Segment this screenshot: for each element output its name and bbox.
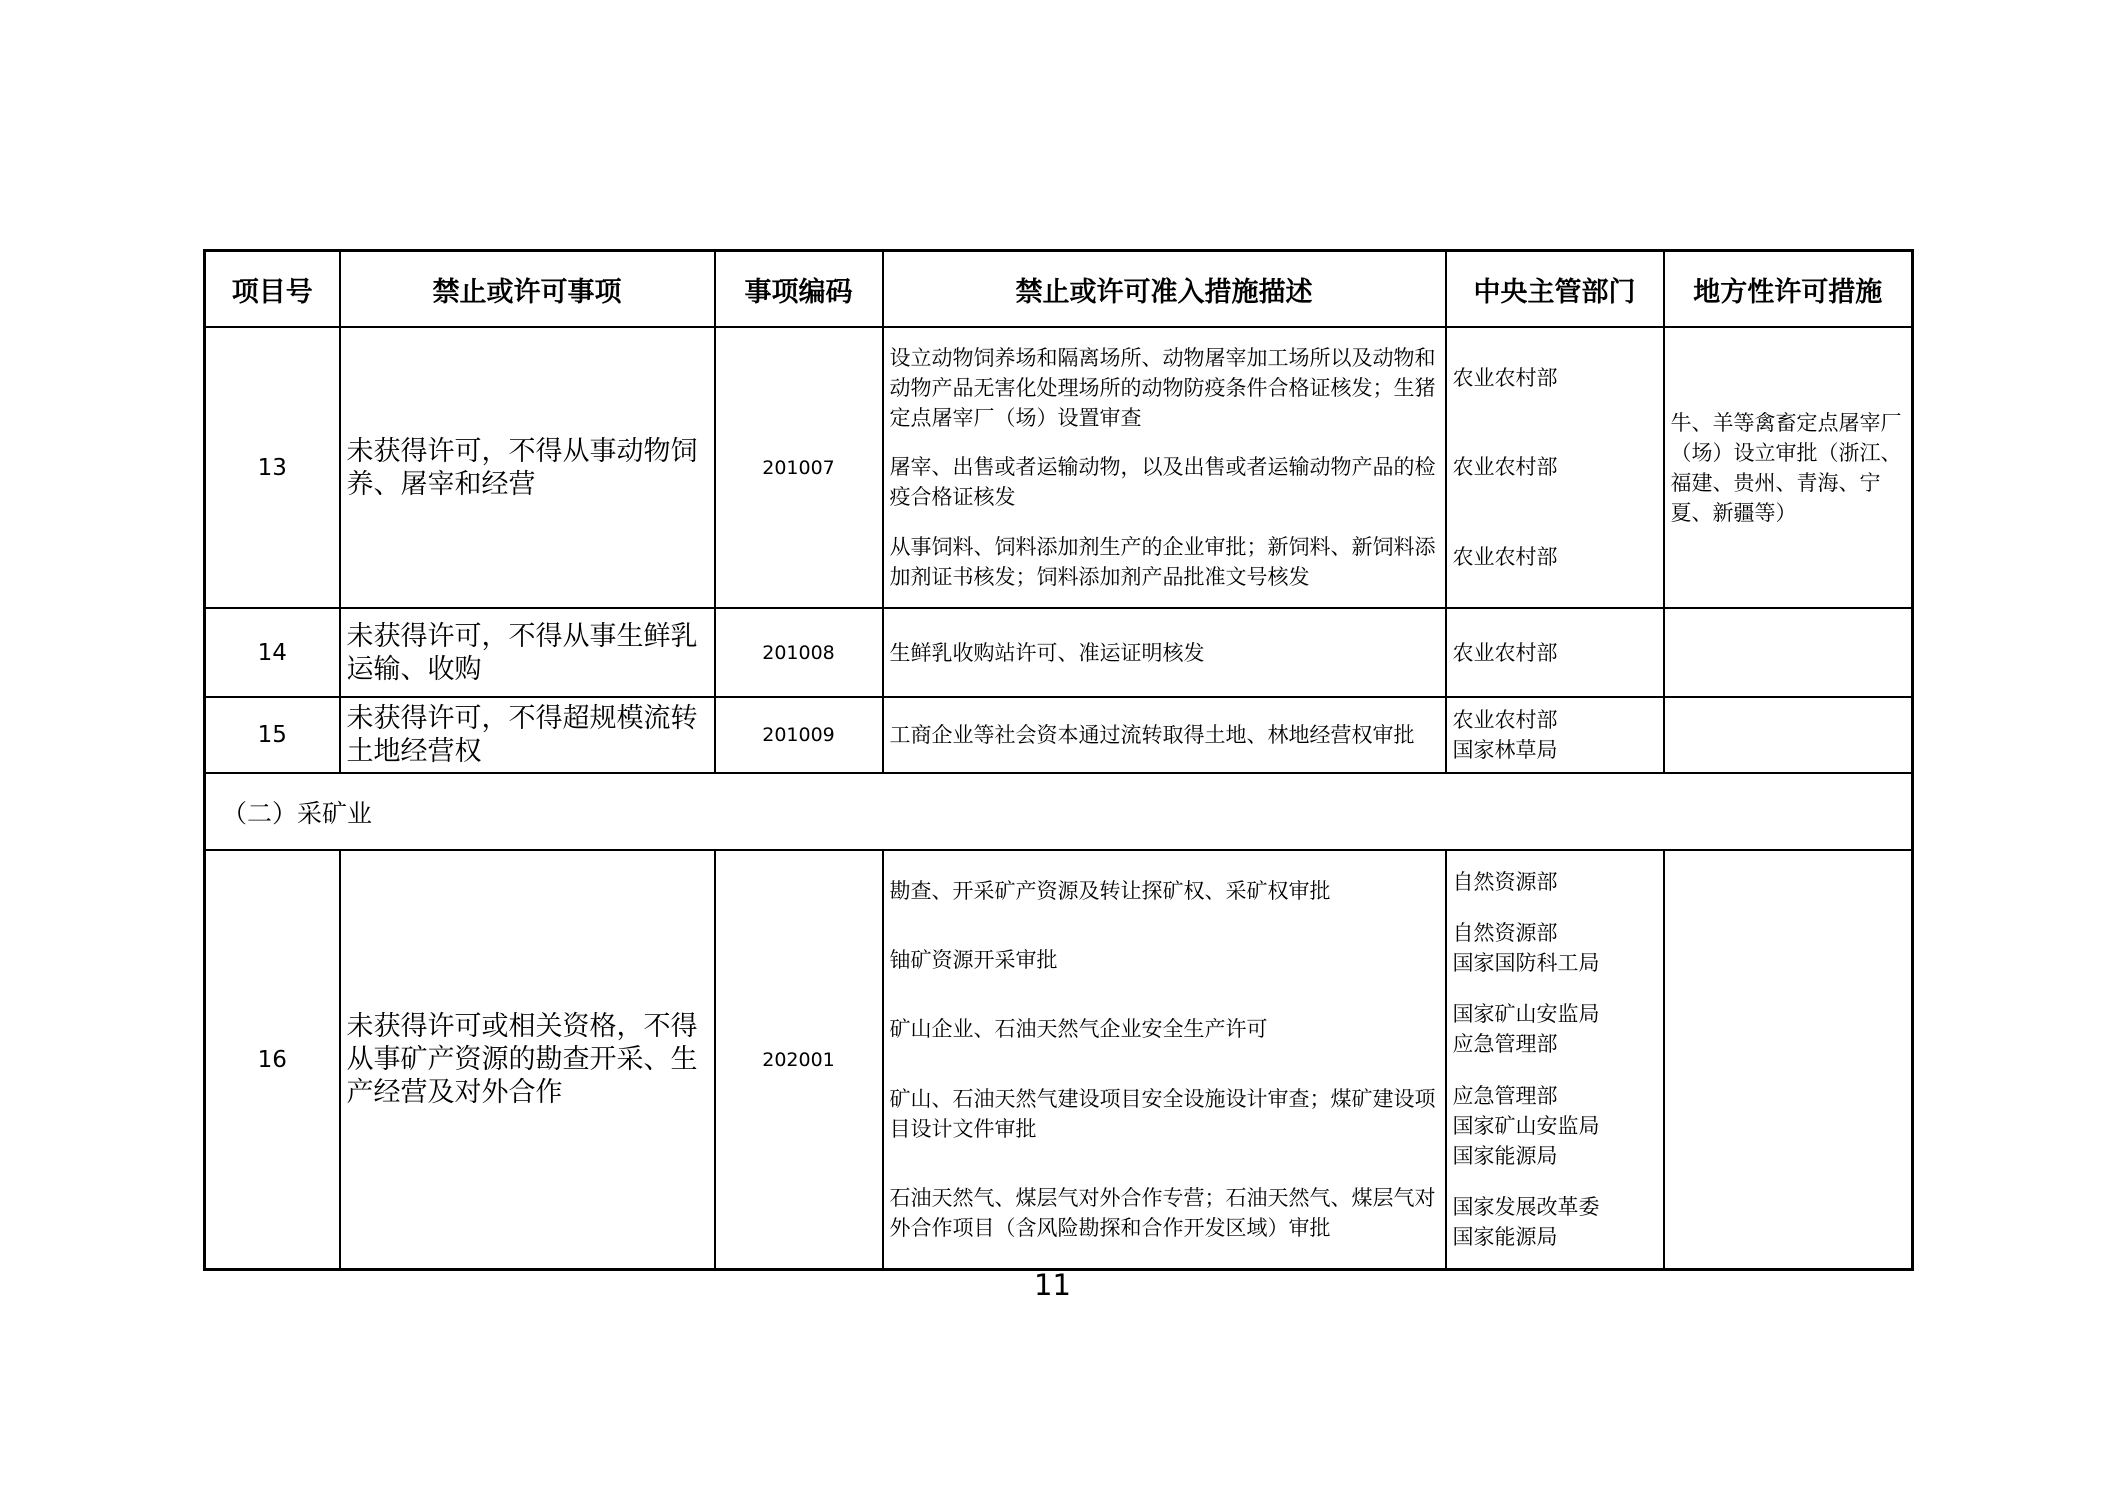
- page-number: 11: [1034, 1268, 1071, 1302]
- dept-name: 应急管理部: [1452, 1032, 1558, 1057]
- row-code: 201009: [715, 697, 883, 773]
- row-number: 15: [205, 697, 340, 773]
- row-measures: [883, 327, 1446, 608]
- dept-name: 国家国防科工局: [1452, 951, 1600, 976]
- dept-name: 国家林草局: [1452, 738, 1558, 762]
- dept-group: [1453, 452, 1657, 482]
- dept-name: 国家发展改革委: [1452, 1195, 1600, 1220]
- dept-group: [1453, 705, 1657, 765]
- measure-item: 矿山、石油天然气建设项目安全设施设计审查；煤矿建设项目设计文件审批: [889, 1086, 1436, 1141]
- dept-name: 应急管理部: [1452, 1083, 1558, 1108]
- section-title: （二）采矿业: [205, 773, 1913, 850]
- dept-name: 国家矿山安监局: [1452, 1002, 1600, 1027]
- dept-group: [1453, 867, 1657, 897]
- row-number: 16: [205, 850, 340, 1270]
- row-number: 13: [205, 327, 340, 608]
- dept-name: 农业农村部: [1452, 545, 1558, 570]
- header-item: 禁止或许可事项: [340, 251, 715, 328]
- dept-group: [1453, 363, 1657, 393]
- dept-name: 国家能源局: [1452, 1143, 1558, 1168]
- measure-item: 铀矿资源开采审批: [889, 948, 1058, 973]
- row-code: 202001: [715, 850, 883, 1270]
- header-central-dept: 中央主管部门: [1446, 251, 1664, 328]
- permit-table: [203, 249, 1914, 1271]
- measure-item: 设立动物饲养场和隔离场所、动物屠宰加工场所以及动物和动物产品无害化处理场所的动物防疫条件合格证核发；生猪定点屠宰厂（场）设置审查: [889, 345, 1436, 430]
- dept-name: 自然资源部: [1452, 921, 1558, 946]
- dept-group: [1453, 638, 1657, 668]
- row-item: 未获得许可，不得从事生鲜乳运输、收购: [340, 608, 715, 697]
- row-measures: [883, 608, 1446, 697]
- measure-item: 勘查、开采矿产资源及转让探矿权、采矿权审批: [889, 878, 1331, 903]
- table-row: [205, 608, 1913, 697]
- measure-item: 工商企业等社会资本通过流转取得土地、林地经营权审批: [889, 723, 1415, 747]
- dept-group: [1453, 1081, 1657, 1171]
- dept-group: [1453, 999, 1657, 1059]
- row-local-measure: [1664, 697, 1913, 773]
- table-row: [205, 697, 1913, 773]
- dept-group: [1453, 1192, 1657, 1252]
- measure-item: 生鲜乳收购站许可、准运证明核发: [889, 640, 1205, 665]
- row-depts: [1446, 327, 1664, 608]
- section-row: [205, 773, 1913, 850]
- header-project-no: 项目号: [205, 251, 340, 328]
- dept-name: 农业农村部: [1452, 708, 1558, 732]
- dept-name: 国家矿山安监局: [1452, 1113, 1600, 1138]
- row-code: 201008: [715, 608, 883, 697]
- dept-name: 自然资源部: [1452, 869, 1558, 894]
- dept-name: 农业农村部: [1452, 455, 1558, 480]
- row-local-measure: [1664, 850, 1913, 1270]
- header-row: [205, 251, 1913, 328]
- measure-item: 从事饲料、饲料添加剂生产的企业审批；新饲料、新饲料添加剂证书核发；饲料添加剂产品批准文号核发: [889, 535, 1436, 590]
- row-local-measure: 牛、羊等禽畜定点屠宰厂（场）设立审批（浙江、福建、贵州、青海、宁夏、新疆等）: [1664, 327, 1913, 608]
- row-measures: [883, 697, 1446, 773]
- row-depts: [1446, 697, 1664, 773]
- row-depts: [1446, 608, 1664, 697]
- row-measures: [883, 850, 1446, 1270]
- row-item: 未获得许可或相关资格，不得从事矿产资源的勘查开采、生产经营及对外合作: [340, 850, 715, 1270]
- dept-name: 农业农村部: [1452, 365, 1558, 390]
- row-number: 14: [205, 608, 340, 697]
- header-local-measure: 地方性许可措施: [1664, 251, 1913, 328]
- measure-item: 石油天然气、煤层气对外合作专营；石油天然气、煤层气对外合作项目（含风险勘探和合作开发区域）审批: [889, 1186, 1436, 1241]
- row-depts: [1446, 850, 1664, 1270]
- measure-item: 矿山企业、石油天然气企业安全生产许可: [889, 1017, 1268, 1042]
- header-code: 事项编码: [715, 251, 883, 328]
- row-item: 未获得许可，不得超规模流转土地经营权: [340, 697, 715, 773]
- row-code: 201007: [715, 327, 883, 608]
- row-local-measure: [1664, 608, 1913, 697]
- table-row: [205, 850, 1913, 1270]
- measure-item: 屠宰、出售或者运输动物，以及出售或者运输动物产品的检疫合格证核发: [889, 455, 1436, 510]
- row-item: 未获得许可，不得从事动物饲养、屠宰和经营: [340, 327, 715, 608]
- header-measures: 禁止或许可准入措施描述: [883, 251, 1446, 328]
- table-row: [205, 327, 1913, 608]
- dept-group: [1453, 542, 1657, 572]
- dept-group: [1453, 918, 1657, 978]
- dept-name: 国家能源局: [1452, 1225, 1558, 1250]
- dept-name: 农业农村部: [1452, 640, 1558, 665]
